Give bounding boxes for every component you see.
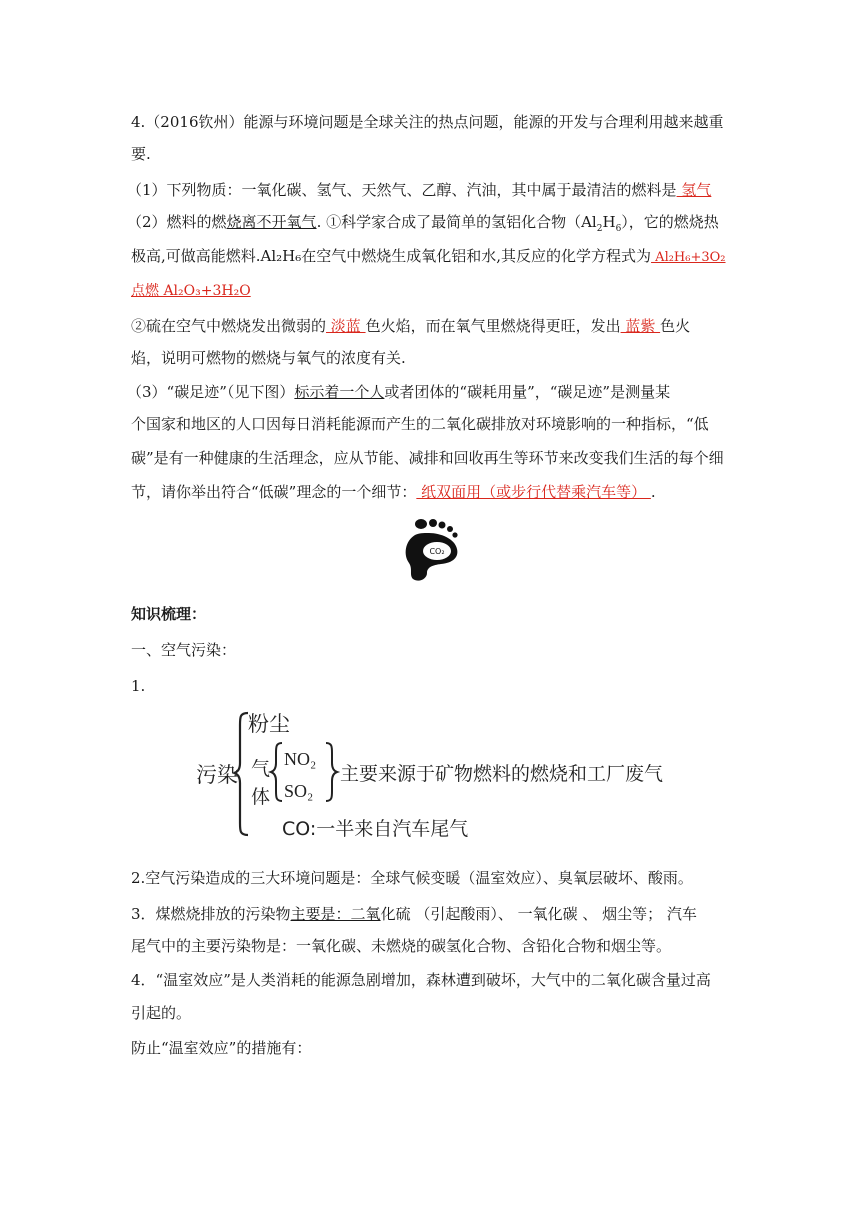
item-5: 防止“温室效应”的措施有： bbox=[131, 1039, 312, 1057]
item-4-line1: 4．“温室效应”是人类消耗的能源急剧增加，森林遭到破坏，大气中的二氧化碳含量过高 bbox=[131, 971, 711, 989]
part3-line1 bbox=[127, 382, 670, 402]
part2-underlined: 烧离不开氧气 bbox=[226, 213, 317, 231]
item-3-text-b: 化硫 （引起酸雨）、 一氧化碳 、 烟尘等； 汽车 bbox=[380, 905, 697, 923]
part2-prefix: （2）燃料的燃 bbox=[127, 213, 227, 231]
part1-text: （1）下列物质：一氧化碳、氢气、天然气、乙醇、汽油，其中属于最清洁的燃料是 bbox=[127, 181, 677, 199]
diagram-dust-label: 粉尘 bbox=[248, 712, 290, 736]
sulfur-text-c: 色火 bbox=[660, 317, 691, 335]
part1-answer: 氢气 bbox=[676, 181, 712, 199]
part3-underlined: 标示着一个人 bbox=[294, 383, 385, 401]
sulfur-answer-1: 淡蓝 bbox=[326, 317, 366, 335]
footprint-co2-label: CO₂ bbox=[429, 547, 445, 556]
part1-line bbox=[127, 180, 711, 200]
item-2: 2.空气污染造成的三大环境问题是：全球气候变暖（温室效应）、臭氧层破坏、酸雨。 bbox=[131, 869, 693, 887]
sulfur-line2: 焰，说明可燃物的燃烧与氧气的浓度有关. bbox=[131, 349, 406, 367]
knowledge-heading: 知识梳理： bbox=[131, 605, 207, 623]
part3-text-b: 或者团体的“碳耗用量”，“碳足迹”是测量某 bbox=[384, 383, 671, 401]
part2-rest: . ①科学家合成了最简单的氢铝化合物（Al bbox=[316, 213, 597, 231]
part3-line2: 个国家和地区的人口因每日消耗能源而产生的二氧化碳排放对环境影响的一种指标，“低 bbox=[131, 415, 709, 433]
formula-sub-6: 6 bbox=[615, 224, 622, 234]
question-stem-line2: 要. bbox=[131, 145, 151, 163]
item-4-line2: 引起的。 bbox=[131, 1004, 192, 1022]
part2-rest-end: ），它的燃烧热 bbox=[621, 213, 719, 231]
diagram-gas-char2: 体 bbox=[251, 786, 271, 808]
part3-end: . bbox=[650, 483, 656, 501]
part3-text-4: 节，请你举出符合“低碳”理念的一个细节： bbox=[131, 483, 417, 501]
part3-text-a: （3）“碳足迹”（见下图） bbox=[127, 383, 295, 401]
item-3-underlined: 主要是：二氧 bbox=[290, 905, 381, 923]
sulfur-text-b: 色火焰，而在氧气里燃烧得更旺，发出 bbox=[365, 317, 621, 335]
question-stem-line1: 4.（2016钦州）能源与环境问题是全球关注的热点问题，能源的开发与合理利用越来越重 bbox=[131, 113, 724, 131]
part2-line2 bbox=[131, 246, 726, 268]
diagram-root-label: 污染 bbox=[196, 763, 238, 787]
item-1-number: 1. bbox=[131, 677, 146, 695]
part2-equation-line bbox=[131, 280, 251, 301]
diagram-gas-char1: 气 bbox=[251, 758, 271, 780]
sulfur-text-a: ②硫在空气中燃烧发出微弱的 bbox=[131, 317, 327, 335]
sulfur-answer-2: 蓝紫 bbox=[620, 317, 661, 335]
pollution-diagram bbox=[196, 705, 676, 845]
part3-line4 bbox=[131, 482, 656, 502]
part2-line1 bbox=[127, 212, 719, 239]
sulfur-line1 bbox=[131, 316, 690, 336]
equation-part1: Al₂H₆+3O₂ bbox=[651, 250, 726, 265]
item-3-text-a: 3．煤燃烧排放的污染物 bbox=[131, 905, 291, 923]
diagram-source-note: 主要来源于矿物燃料的燃烧和工厂废气 bbox=[340, 763, 664, 785]
diagram-so2-label: SO₂ bbox=[284, 781, 314, 801]
diagram-co-label: CO:一半来自汽车尾气 bbox=[282, 818, 469, 840]
item-3-line1 bbox=[131, 904, 697, 924]
part2-line2-text: 极高,可做高能燃料.Al₂H₆在空气中燃烧生成氧化铝和水,其反应的化学方程式为 bbox=[131, 247, 652, 265]
formula-h: H bbox=[602, 213, 616, 231]
formula-sub-2: 2 bbox=[596, 224, 603, 234]
part3-answer: 纸双面用（或步行代替乘汽车等） bbox=[416, 483, 651, 501]
part3-line3: 碳”是有一种健康的生活理念，应从节能、减排和回收再生等环节来改变我们生活的每个细 bbox=[131, 449, 724, 467]
item-3-line2: 尾气中的主要污染物是：一氧化碳、未燃烧的碳氢化合物、含铅化合物和烟尘等。 bbox=[131, 937, 672, 955]
carbon-footprint-icon bbox=[401, 517, 461, 583]
section-1-title: 一、空气污染： bbox=[131, 641, 237, 659]
diagram-no2-label: NO₂ bbox=[284, 749, 317, 769]
equation-part2: 点燃 Al₂O₃+3H₂O bbox=[131, 283, 251, 299]
